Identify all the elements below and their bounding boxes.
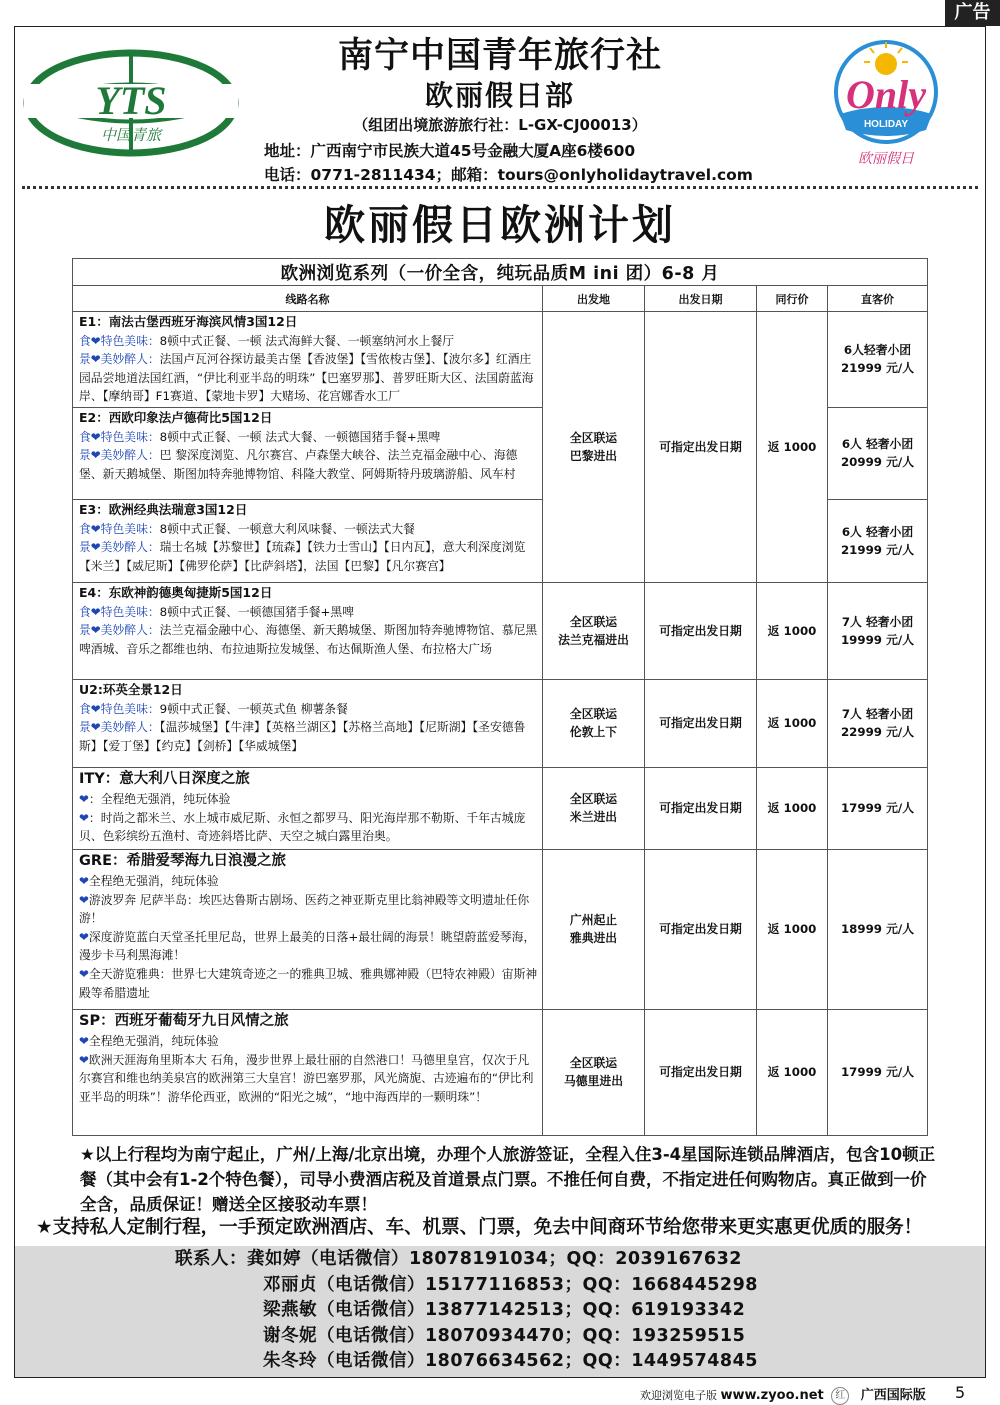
itinerary-table: [72, 258, 928, 1136]
contact-person: 谢冬妮（电话微信）18070934470；QQ：193259515: [263, 1325, 746, 1346]
scene-text: 法兰克福金融中心、海德堡、新天鹅城堡、斯图加特奔驰博物馆、慕尼黑啤酒城、音乐之都维也纳、布拉迪斯拉发城堡、布达佩斯渔人堡、布拉格大广场: [79, 623, 538, 656]
cyts-logo: [22, 48, 240, 158]
peer-price-cell: 返 1000: [757, 767, 828, 849]
date-cell: 可指定出发日期: [645, 312, 757, 583]
column-header-origin: 出发地: [543, 286, 645, 312]
food-label: 食❤特色美味：: [79, 604, 160, 619]
food-text: 9顿中式正餐、一顿英式鱼 柳薯条餐: [159, 701, 348, 716]
route-title: U2:环英全景12日: [79, 681, 183, 697]
page-footer: [640, 1384, 926, 1405]
food-text: 8顿中式正餐、一顿 法式大餐、一顿德国猪手餐+黑啤: [159, 429, 441, 444]
heart-icon: ❤: [79, 1052, 89, 1067]
route-title: E2：西欧印象法卢德荷比5国12日: [79, 409, 273, 425]
peer-price-cell: 返 1000: [757, 1009, 828, 1135]
route-title: E4：东欧神韵德奥匈捷斯5国12日: [79, 584, 273, 600]
route-cell: [73, 499, 543, 582]
address: 地址：广西南宁市民族大道45号金融大厦A座6楼600: [264, 142, 636, 160]
heart-icon: ❤: [79, 892, 89, 907]
route-line: 全程绝无强消，纯玩体验: [88, 1033, 219, 1048]
scene-label: 景❤美妙醉人：: [79, 448, 160, 463]
peer-price-cell: 返 1000: [757, 312, 828, 583]
footer-welcome: 欢迎浏览电子版: [640, 1389, 717, 1402]
page-number: 5: [955, 1383, 966, 1402]
route-cell: [73, 582, 543, 679]
direct-price-cell: 6人 轻奢小团 20999 元/人: [828, 407, 928, 499]
department-name: 欧丽假日部: [424, 79, 575, 112]
heart-icon: ❤: [79, 929, 89, 944]
date-cell: 可指定出发日期: [645, 1009, 757, 1135]
route-cell: [73, 849, 543, 1009]
direct-price-cell: 18999 元/人: [828, 849, 928, 1009]
scene-text: 法国卢瓦河谷探访最美古堡【香波堡】【雪侬梭古堡】、【波尔多】红酒庄园品尝地道法国红酒，“伊比利亚半岛的明珠”【巴塞罗那】、普罗旺斯大区、法国蔚蓝海岸、【摩纳哥】F1赛道、【蒙地卡罗】大赌场、花宫娜香水工厂: [79, 352, 534, 404]
route-title: SP：西班牙葡萄牙九日风情之旅: [79, 1012, 289, 1029]
peer-price-cell: 返 1000: [757, 679, 828, 767]
scene-label: 景❤美妙醉人：: [79, 720, 160, 735]
footer-url[interactable]: www.zyoo.net: [720, 1388, 824, 1403]
footer-edition: 广西国际版: [860, 1388, 926, 1403]
origin-cell: 全区联运 伦敦上下: [543, 679, 645, 767]
food-label: 食❤特色美味：: [79, 333, 160, 348]
contacts-list: [175, 1247, 758, 1375]
scene-label: 景❤美妙醉人：: [79, 352, 160, 367]
direct-price-cell: 7人 轻奢小团 19999 元/人: [828, 582, 928, 679]
terms-notes: ★以上行程均为南宁起止，广州/上海/北京出境，办理个人旅游签证，全程入住3-4星国际连锁品牌酒店，包含10顿正餐（其中会有1-2个特色餐），司导小费酒店税及首道景点门票。不推任何自费，不指定进任何购物店。真正做到一价全含，品质保证！赠送全区接驳动车票！: [80, 1145, 936, 1214]
license-number: （组团出境旅游旅行社：L-GX-CJ00013）: [353, 116, 647, 134]
scene-text: 【温莎城堡】【牛津】【英格兰湖区】【苏格兰高地】【尼斯湖】【圣安德鲁斯】【爱丁堡】【约克】【剑桥】【华威城堡】: [79, 720, 526, 753]
route-cell: [73, 407, 543, 499]
peer-price-cell: 返 1000: [757, 582, 828, 679]
route-line: 欧洲天涯海角里斯本大 石角，漫步世界上最壮丽的自然港口！马德里皇宫，仅次于凡尔赛宫和维也纳美泉宫的欧洲第三大皇宫！游巴塞罗那，风光旖旎、古迹遍布的“伊比利亚半岛的明珠”！游华伦西亚，欧洲的“阳光之城”，“地中海西岸的一颗明珠”！: [79, 1052, 534, 1104]
column-header-direct-price: 直客价: [828, 286, 928, 312]
red-seal-icon: 红: [831, 1387, 849, 1405]
direct-price-cell: 6人 轻奢小团 21999 元/人: [828, 499, 928, 582]
origin-cell: 全区联运 巴黎进出: [543, 312, 645, 583]
route-line: 游波罗奔 尼萨半岛：埃匹达鲁斯古剧场、医药之神亚斯克里比翁神殿等文明遗址任你游！: [79, 892, 530, 926]
scene-label: 景❤美妙醉人：: [79, 540, 160, 555]
route-line: ：时尚之都米兰、水上城市威尼斯、永恒之都罗马、阳光海岸那不勒斯、千年古城庞贝、色彩缤纷五渔村、奇迹斜塔比萨、天空之城白露里治奥。: [79, 810, 526, 844]
direct-price-cell: 7人 轻奢小团 22999 元/人: [828, 679, 928, 767]
heart-icon: ❤: [79, 873, 89, 888]
route-cell: [73, 679, 543, 767]
heart-icon: ❤: [79, 966, 89, 981]
route-title: ITY：意大利八日深度之旅: [79, 770, 250, 787]
route-line: 深度游览蓝白天堂圣托里尼岛，世界上最美的日落+最壮阔的海景！眺望蔚蓝爱琴海，漫步卡马利黑海滩！: [79, 929, 536, 963]
origin-cell: 全区联运 法兰克福进出: [543, 582, 645, 679]
direct-price-cell: 6人轻奢小团 21999 元/人: [828, 312, 928, 408]
contact-person: 邓丽贞（电话微信）15177116853；QQ：1668445298: [263, 1274, 758, 1295]
date-cell: 可指定出发日期: [645, 679, 757, 767]
food-label: 食❤特色美味：: [79, 521, 160, 536]
route-line: ：全程绝无强消，纯玩体验: [88, 791, 231, 806]
heart-icon: ❤: [79, 1033, 89, 1048]
agency-name: 南宁中国青年旅行社: [337, 36, 662, 76]
dotted-divider: [22, 186, 978, 189]
table-row: [73, 767, 928, 849]
main-title: 欧丽假日欧洲计划: [324, 201, 676, 249]
route-cell: [73, 312, 543, 408]
custom-service-note: ★支持私人定制行程，一手预定欧洲酒店、车、机票、门票，免去中间商环节给您带来更实惠更优质的服务！: [36, 1217, 923, 1238]
table-row: [73, 679, 928, 767]
food-label: 食❤特色美味：: [79, 429, 160, 444]
origin-cell: 广州起止 雅典进出: [543, 849, 645, 1009]
table-caption: 欧洲浏览系列（一价全含，纯玩品质M ini 团）6-8 月: [73, 259, 928, 286]
scene-text: 瑞士名城【苏黎世】【琉森】【铁力士雪山】【日内瓦】，意大利深度浏览【米兰】【威尼斯】【佛罗伦萨】【比萨斜塔】，法国【巴黎】【凡尔赛宫】: [79, 540, 526, 573]
peer-price-cell: 返 1000: [757, 849, 828, 1009]
origin-cell: 全区联运 马德里进出: [543, 1009, 645, 1135]
food-text: 8顿中式正餐、一顿德国猪手餐+黑啤: [159, 604, 355, 619]
date-cell: 可指定出发日期: [645, 582, 757, 679]
table-row: [73, 312, 928, 408]
direct-price-cell: 17999 元/人: [828, 767, 928, 849]
route-line: 全程绝无强消，纯玩体验: [88, 873, 219, 888]
heart-icon: ❤: [79, 810, 89, 825]
logo-right-holiday: HOLIDAY: [863, 119, 909, 130]
logo-left-sub: 中国青旅: [100, 126, 162, 144]
table-row: [73, 849, 928, 1009]
scene-label: 景❤美妙醉人：: [79, 623, 160, 638]
logo-right-sub: 欧丽假日: [858, 151, 914, 167]
contact-person: 朱冬玲（电话微信）18076634562；QQ：1449574845: [263, 1351, 758, 1371]
heart-icon: ❤: [79, 791, 89, 806]
route-title: GRE：希腊爱琴海九日浪漫之旅: [79, 852, 286, 869]
table-row: [73, 1009, 928, 1135]
only-holiday-logo: [826, 30, 946, 170]
ad-tag: 广告: [945, 0, 1000, 26]
logo-right-text: Only: [846, 72, 926, 117]
date-cell: 可指定出发日期: [645, 849, 757, 1009]
origin-cell: 全区联运 米兰进出: [543, 767, 645, 849]
column-header-route: 线路名称: [73, 286, 543, 312]
scene-text: 巴 黎深度浏览、凡尔赛宫、卢森堡大峡谷、法兰克福金融中心、海德堡、新天鹅城堡、斯图加特奔驰博物馆、科隆大教堂、阿姆斯特丹玻璃游船、风车村: [79, 448, 518, 481]
column-header-date: 出发日期: [645, 286, 757, 312]
route-title: E3：欧洲经典法瑞意3国12日: [79, 501, 248, 517]
contact-person: 龚如婷（电话微信）18078191034；QQ：2039167632: [247, 1249, 742, 1269]
route-cell: [73, 1009, 543, 1135]
direct-price-cell: 17999 元/人: [828, 1009, 928, 1135]
food-text: 8顿中式正餐、一顿意大利风味餐、一顿法式大餐: [159, 521, 415, 536]
route-title: E1：南法古堡西班牙海滨风情3国12日: [79, 314, 298, 329]
route-cell: [73, 767, 543, 849]
contacts-label: 联系人：: [175, 1249, 247, 1269]
column-header-peer-price: 同行价: [757, 286, 828, 312]
date-cell: 可指定出发日期: [645, 767, 757, 849]
phone-email: 电话：0771-2811434；邮箱：tours@onlyholidaytravel.com: [264, 166, 753, 184]
food-label: 食❤特色美味：: [79, 701, 160, 716]
food-text: 8顿中式正餐、一顿 法式海鲜大餐、一顿塞纳河水上餐厅: [159, 333, 455, 348]
table-row: [73, 582, 928, 679]
route-line: 全天游览雅典：世界七大建筑奇迹之一的雅典卫城、雅典娜神殿（巴特农神殿）宙斯神殿等希腊遗址: [79, 966, 538, 1000]
logo-left-text: YTS: [95, 78, 167, 123]
contact-person: 梁燕敏（电话微信）13877142513；QQ：619193342: [263, 1300, 746, 1320]
